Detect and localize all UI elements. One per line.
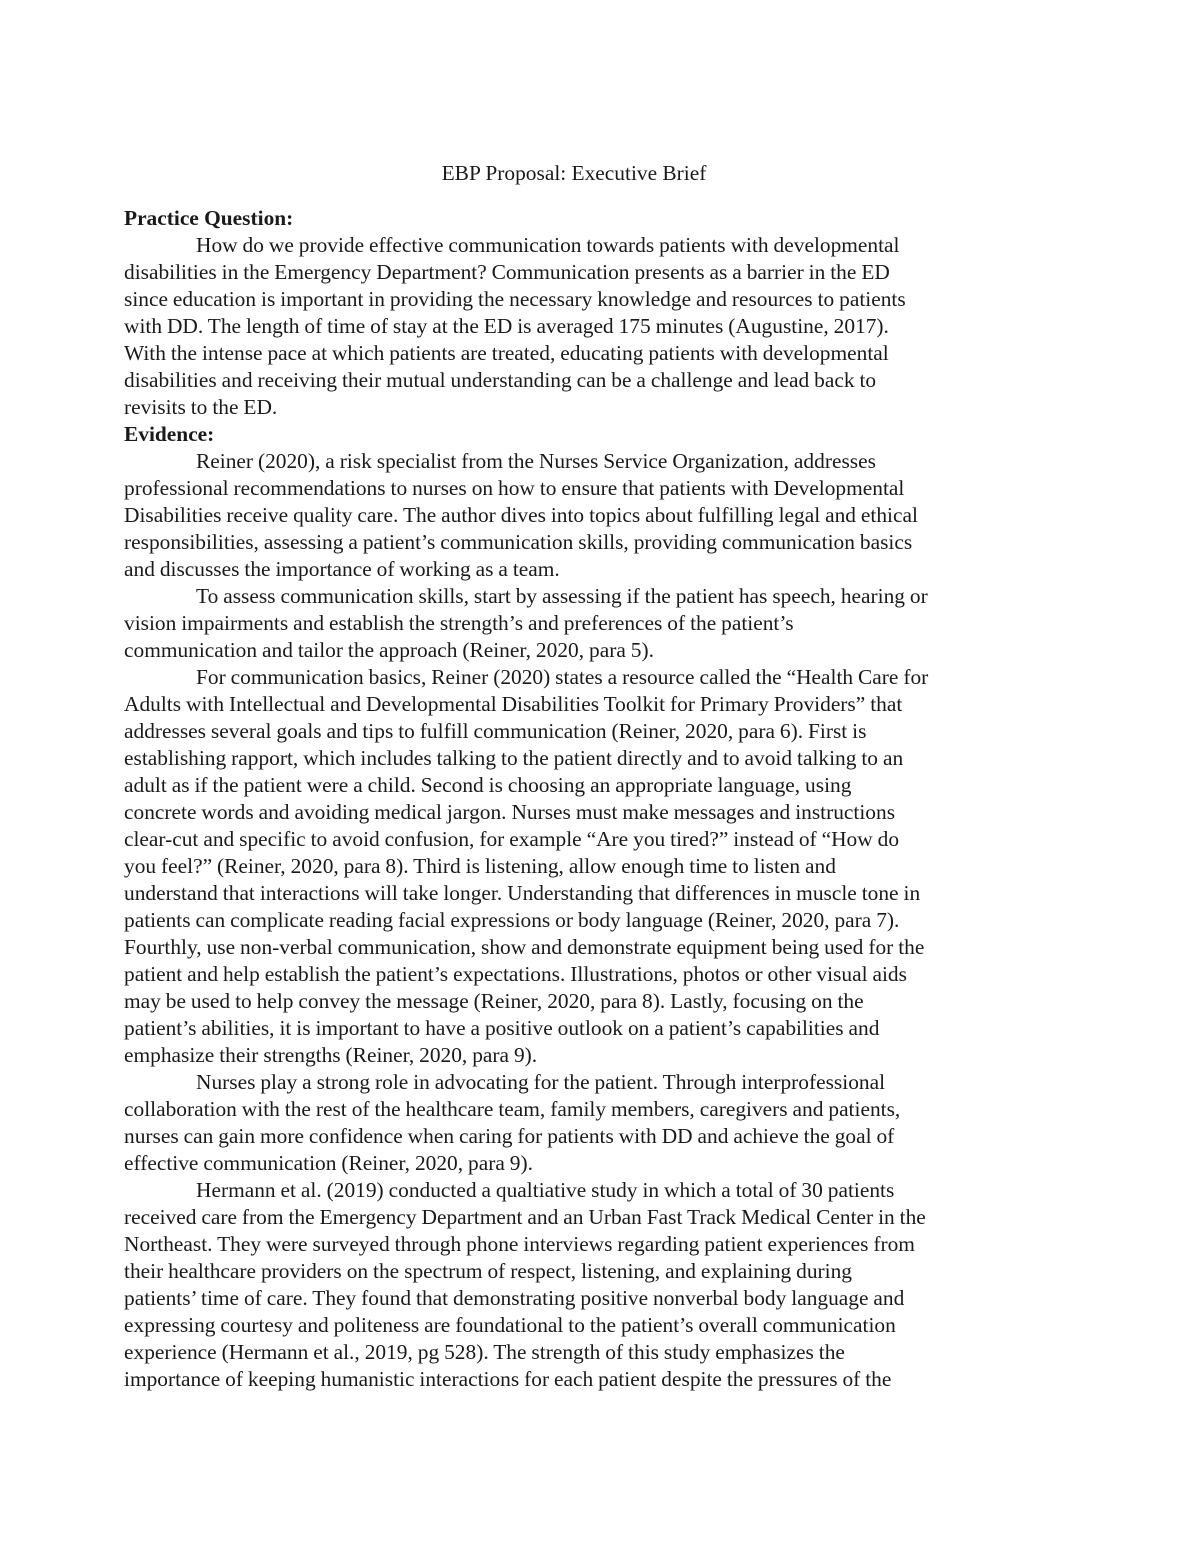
text-line: vision impairments and establish the strength’s and preferences of the patient’s	[124, 611, 794, 635]
section-heading: Evidence:	[124, 422, 215, 446]
text-line: establishing rapport, which includes talking to the patient directly and to avoid talking to an	[124, 746, 904, 770]
text-line: How do we provide effective communication towards patients with developmental	[196, 233, 900, 257]
text-line: may be used to help convey the message (Reiner, 2020, para 8). Lastly, focusing on the	[124, 989, 864, 1013]
paragraph	[124, 1177, 1024, 1393]
text-line: Northeast. They were surveyed through phone interviews regarding patient experiences from	[124, 1232, 915, 1256]
text-line: clear-cut and specific to avoid confusion, for example “Are you tired?” instead of “How do	[124, 827, 900, 851]
text-line: communication and tailor the approach (Reiner, 2020, para 5).	[124, 638, 654, 662]
section-heading: Practice Question:	[124, 206, 294, 230]
text-line: concrete words and avoiding medical jargon. Nurses must make messages and instructions	[124, 800, 896, 824]
paragraph	[124, 583, 1024, 664]
text-line: you feel?” (Reiner, 2020, para 8). Third is listening, allow enough time to listen and	[124, 854, 836, 878]
text-line: collaboration with the rest of the healthcare team, family members, caregivers and patients,	[124, 1097, 901, 1121]
text-line: Reiner (2020), a risk specialist from the Nurses Service Organization, addresses	[196, 449, 876, 473]
text-line: received care from the Emergency Department and an Urban Fast Track Medical Center in the	[124, 1205, 926, 1229]
text-line: addresses several goals and tips to fulfill communication (Reiner, 2020, para 6). First is	[124, 719, 867, 743]
section-evidence	[124, 421, 1024, 1393]
text-line: professional recommendations to nurses on how to ensure that patients with Developmental	[124, 476, 905, 500]
text-line: To assess communication skills, start by assessing if the patient has speech, hearing or	[196, 584, 928, 608]
text-line: disabilities in the Emergency Department? Communication presents as a barrier in the ED	[124, 260, 890, 284]
text-line: with DD. The length of time of stay at the ED is averaged 175 minutes (Augustine, 2017).	[124, 314, 889, 338]
paragraph	[124, 232, 1024, 421]
document-page	[124, 160, 1024, 1393]
text-line: responsibilities, assessing a patient’s communication skills, providing communication basics	[124, 530, 913, 554]
text-line: For communication basics, Reiner (2020) states a resource called the “Health Care for	[196, 665, 929, 689]
text-line: importance of keeping humanistic interactions for each patient despite the pressures of the	[124, 1367, 892, 1391]
text-line: Hermann et al. (2019) conducted a qualtiative study in which a total of 30 patients	[196, 1178, 895, 1202]
text-line: disabilities and receiving their mutual understanding can be a challenge and lead back to	[124, 368, 877, 392]
text-line: adult as if the patient were a child. Second is choosing an appropriate language, using	[124, 773, 852, 797]
text-line: Fourthly, use non-verbal communication, show and demonstrate equipment being used for the	[124, 935, 925, 959]
text-line: patients can complicate reading facial expressions or body language (Reiner, 2020, para 7).	[124, 908, 900, 932]
text-line: and discusses the importance of working as a team.	[124, 557, 560, 581]
text-line: Nurses play a strong role in advocating for the patient. Through interprofessional	[196, 1070, 886, 1094]
text-line: patients’ time of care. They found that demonstrating positive nonverbal body language and	[124, 1286, 905, 1310]
text-line: Adults with Intellectual and Developmental Disabilities Toolkit for Primary Providers” that	[124, 692, 903, 716]
text-line: since education is important in providing the necessary knowledge and resources to patients	[124, 287, 906, 311]
text-line: emphasize their strengths (Reiner, 2020, para 9).	[124, 1043, 538, 1067]
section-practice-question	[124, 205, 1024, 421]
text-line: expressing courtesy and politeness are foundational to the patient’s overall communication	[124, 1313, 896, 1337]
text-line: their healthcare providers on the spectrum of respect, listening, and explaining during	[124, 1259, 852, 1283]
text-line: patient’s abilities, it is important to have a positive outlook on a patient’s capabilities and	[124, 1016, 880, 1040]
text-line: effective communication (Reiner, 2020, para 9).	[124, 1151, 533, 1175]
paragraph	[124, 448, 1024, 583]
text-line: Disabilities receive quality care. The author dives into topics about fulfilling legal and ethical	[124, 503, 918, 527]
text-line: With the intense pace at which patients are treated, educating patients with developmental	[124, 341, 889, 365]
text-line: understand that interactions will take longer. Understanding that differences in muscle tone in	[124, 881, 921, 905]
text-line: experience (Hermann et al., 2019, pg 528). The strength of this study emphasizes the	[124, 1340, 845, 1364]
text-line: revisits to the ED.	[124, 395, 278, 419]
paragraph	[124, 664, 1024, 1069]
text-line: nurses can gain more confidence when caring for patients with DD and achieve the goal of	[124, 1124, 895, 1148]
document-title: EBP Proposal: Executive Brief	[441, 161, 707, 185]
paragraph	[124, 1069, 1024, 1177]
text-line: patient and help establish the patient’s expectations. Illustrations, photos or other visual aids	[124, 962, 907, 986]
